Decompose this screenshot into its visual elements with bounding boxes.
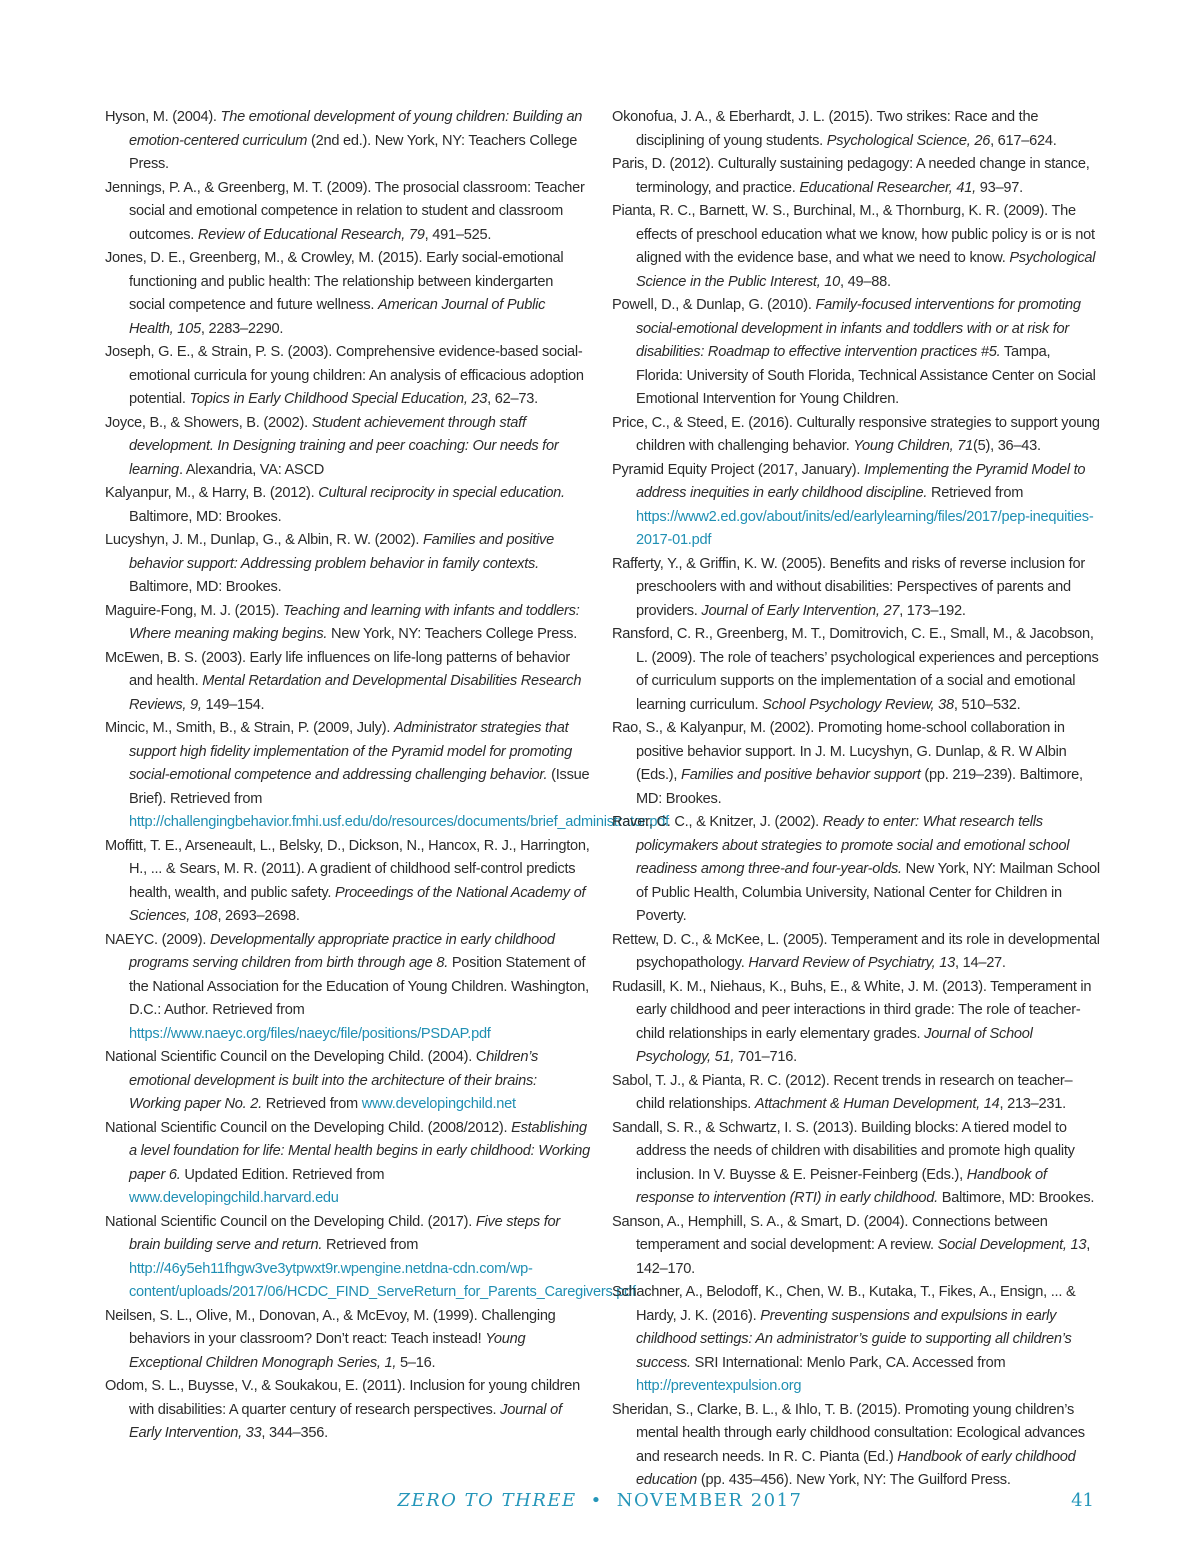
reference-entry xyxy=(105,600,590,647)
reference-entry xyxy=(612,623,1100,717)
reference-text: , 213–231. xyxy=(999,1096,1066,1112)
reference-entry xyxy=(105,482,590,529)
reference-text: Pianta, R. C., Barnett, W. S., Burchinal, M., & Thornburg, K. R. (2009). The effects of preschool education what we know, how public policy is or is not aligned with the evidence base, and what we need to know. xyxy=(612,203,1095,266)
reference-entry xyxy=(105,106,590,177)
reference-text: Sanson, A., Hemphill, S. A., & Smart, D. (2004). Connections between temperament and social development: A review. xyxy=(612,1213,1048,1253)
reference-entry xyxy=(105,247,590,341)
reference-text: Schachner, A., Belodoff, K., Chen, W. B., Kutaka, T., Fikes, A., Ensign, ... & Hardy, J. K. (2016). xyxy=(612,1284,1076,1324)
reference-text: 5–16. xyxy=(396,1354,436,1371)
reference-title: Harvard Review of Psychiatry, 13 xyxy=(748,955,955,971)
reference-text: (5), 36–43. xyxy=(973,438,1041,454)
reference-text: Rao, S., & Kalyanpur, M. (2002). Promoting home-school collaboration in positive behavior support. In J. M. Lucyshyn, G. Dunlap, & R. W Albin (Eds.), xyxy=(612,720,1067,783)
reference-entry xyxy=(105,1117,590,1211)
reference-text: Baltimore, MD: Brookes. xyxy=(129,508,282,525)
footer-publication: ZERO TO THREE xyxy=(397,1490,577,1511)
reference-text: 701–716. xyxy=(734,1049,797,1065)
reference-entry xyxy=(105,177,590,248)
reference-entry xyxy=(612,929,1100,976)
reference-title: Journal of Early Intervention, 27 xyxy=(701,602,900,619)
reference-text: National Scientific Council on the Developing Child. (2004). C xyxy=(105,1049,487,1065)
reference-link[interactable]: www.developingchild.harvard.edu xyxy=(129,1190,339,1206)
references-right-column xyxy=(612,106,1100,1493)
reference-text: Retrieved from xyxy=(261,1096,362,1112)
reference-text: , 142–170. xyxy=(636,1237,1091,1277)
reference-entry xyxy=(612,1211,1100,1282)
reference-text: Lucyshyn, J. M., Dunlap, G., & Albin, R. W. (2002). xyxy=(105,532,423,548)
reference-text: Powell, D., & Dunlap, G. (2010). xyxy=(612,297,816,313)
reference-text: Raver, C. C., & Knitzer, J. (2002). xyxy=(612,814,823,830)
reference-text: Sandall, S. R., & Schwartz, I. S. (2013). Building blocks: A tiered model to address the needs of children with disabilities and promote high quality inclusion. In V. Buysse & E. Peisner-Feinberg (Eds.), xyxy=(612,1119,1075,1183)
reference-title: Young Exceptional Children Monograph Series, 1, xyxy=(129,1331,526,1371)
reference-text: Moffitt, T. E., Arseneault, L., Belsky, D., Dickson, N., Hancox, R. J., Harrington, H., ... & Sears, M. R. (2011). A gradient of childhood self-control predicts health, wealth, and public safety. xyxy=(105,837,590,901)
reference-text: Jennings, P. A., & Greenberg, M. T. (2009). The prosocial classroom: Teacher social and emotional competence in relation to student and classroom outcomes. xyxy=(105,179,585,243)
reference-text: 149–154. xyxy=(201,696,265,713)
reference-title: Proceedings of the National Academy of Sciences, 108 xyxy=(129,884,586,924)
references-left-column xyxy=(105,106,669,1446)
reference-entry xyxy=(612,459,1100,553)
reference-title: Ready to enter: What research tells policymakers about strategies to promote social and emotional school readiness among three-and four-year-olds. xyxy=(636,814,1070,877)
reference-entry xyxy=(612,1070,1100,1117)
reference-text: , 173–192. xyxy=(899,602,966,619)
reference-text: Price, C., & Steed, E. (2016). Culturally responsive strategies to support young children with challenging behavior. xyxy=(612,414,1100,454)
reference-entry xyxy=(105,1211,636,1305)
reference-title: Implementing the Pyramid Model to address inequities in early childhood discipline. xyxy=(636,461,1086,501)
reference-entry xyxy=(612,553,1100,624)
reference-title: Young Children, 71 xyxy=(853,438,973,454)
reference-title: Handbook of response to intervention (RTI) in early childhood. xyxy=(636,1166,1047,1206)
reference-text: Position Statement of the National Association for the Education of Young Children. Washington, D.C.: Author. Retrieved from xyxy=(129,955,589,1018)
reference-text: National Scientific Council on the Developing Child. (2008/2012). xyxy=(105,1119,512,1136)
reference-text: Kalyanpur, M., & Harry, B. (2012). xyxy=(105,485,319,501)
reference-title: Psychological Science, 26 xyxy=(826,132,991,149)
reference-text: Baltimore, MD: Brookes. xyxy=(937,1190,1095,1206)
reference-text: Ransford, C. R., Greenberg, M. T., Domitrovich, C. E., Small, M., & Jacobson, L. (2009). The role of teachers’ psychological experiences and perceptions of curriculum supports on the implementation of a social and emotional learning curriculum. xyxy=(612,626,1099,713)
reference-title: Families and positive behavior support: Addressing problem behavior in family contexts. xyxy=(129,532,554,572)
reference-title: Family-focused interventions for promoting social-emotional development in infants and toddlers with or at risk for disabilities: Roadmap to effective intervention practices #5. xyxy=(636,297,1081,360)
reference-entry xyxy=(105,717,669,835)
reference-text: Paris, D. (2012). Culturally sustaining pedagogy: A needed change in stance, terminology, and practice. xyxy=(612,156,1090,196)
reference-title: Journal of School Psychology, 51, xyxy=(636,1025,1033,1065)
reference-text: , 2693–2698. xyxy=(217,908,300,924)
reference-text: Retrieved from xyxy=(927,485,1024,501)
reference-text: New York, NY: Mailman School of Public Health, Columbia University, National Center for Children in Poverty. xyxy=(636,861,1100,924)
reference-title: Cultural reciprocity in special education. xyxy=(318,485,565,501)
reference-title: School Psychology Review, 38 xyxy=(762,696,954,713)
reference-title: Handbook of early childhood education xyxy=(636,1448,1076,1488)
reference-text: (Issue Brief). Retrieved from xyxy=(129,767,590,807)
reference-entry xyxy=(612,1281,1100,1399)
reference-entry xyxy=(105,1375,590,1446)
reference-text: (pp. 219–239). Baltimore, MD: Brookes. xyxy=(636,767,1083,807)
reference-entry xyxy=(612,1399,1100,1493)
reference-entry xyxy=(612,1117,1100,1211)
reference-text: Odom, S. L., Buysse, V., & Soukakou, E. (2011). Inclusion for young children with disabilities: A quarter century of research perspectives. xyxy=(105,1378,581,1418)
reference-text: Joseph, G. E., & Strain, P. S. (2003). Comprehensive evidence-based social-emotional curricula for young children: An analysis of efficacious adoption potential. xyxy=(105,344,584,407)
reference-title: Educational Researcher, 41, xyxy=(799,179,976,196)
reference-link[interactable]: http://preventexpulsion.org xyxy=(636,1378,802,1394)
reference-text: SRI International: Menlo Park, CA. Accessed from xyxy=(690,1354,1006,1371)
reference-entry xyxy=(612,976,1100,1070)
reference-text: Rafferty, Y., & Griffin, K. W. (2005). Benefits and risks of reverse inclusion for preschoolers with and without disabilities: Perspectives of parents and providers. xyxy=(612,555,1085,619)
reference-title: Mental Retardation and Developmental Disabilities Research Reviews, 9, xyxy=(129,673,582,713)
reference-text: National Scientific Council on the Developing Child. (2017). xyxy=(105,1213,476,1230)
reference-entry xyxy=(612,106,1100,153)
reference-text: Sabol, T. J., & Pianta, R. C. (2012). Recent trends in research on teacher–child relationships. xyxy=(612,1072,1073,1112)
reference-text: New York, NY: Teachers College Press. xyxy=(327,626,578,642)
reference-text: Updated Edition. Retrieved from xyxy=(180,1166,385,1183)
reference-link[interactable]: https://www2.ed.gov/about/inits/ed/earlylearning/files/2017/pep-inequities-2017-01.pdf xyxy=(636,508,1094,548)
reference-text: Pyramid Equity Project (2017, January). xyxy=(612,461,864,478)
reference-text: 93–97. xyxy=(975,179,1023,196)
reference-entry xyxy=(612,294,1100,412)
reference-entry xyxy=(105,835,590,929)
reference-title: Establishing a level foundation for life: Mental health begins in early childhood: Working paper 6. xyxy=(129,1119,591,1183)
reference-text: Mincic, M., Smith, B., & Strain, P. (2009, July). xyxy=(105,720,394,736)
page-footer xyxy=(0,1488,1200,1518)
reference-entry xyxy=(612,811,1100,929)
reference-entry xyxy=(612,153,1100,200)
reference-entry xyxy=(612,412,1100,459)
reference-title: Families and positive behavior support xyxy=(681,767,921,783)
reference-title: Preventing suspensions and expulsions in early childhood settings: An administrator’s guide to supporting all children’s success. xyxy=(636,1307,1072,1371)
reference-title: Administrator strategies that support high fidelity implementation of the Pyramid model for promoting social-emotional competence and addressing challenging behavior. xyxy=(129,720,572,783)
footer-separator-icon: • xyxy=(590,1490,603,1511)
reference-text: , 62–73. xyxy=(487,391,538,407)
reference-text: Neilsen, S. L., Olive, M., Donovan, A., & McEvoy, M. (1999). Challenging behaviors in your classroom? Don’t react: Teach instead! xyxy=(105,1307,556,1347)
footer-issue: NOVEMBER 2017 xyxy=(616,1490,803,1511)
reference-entry xyxy=(612,200,1100,294)
reference-entry xyxy=(105,1046,590,1117)
reference-text: , 14–27. xyxy=(954,955,1006,971)
reference-text: , 491–525. xyxy=(424,226,492,243)
reference-text: , 510–532. xyxy=(953,696,1021,713)
reference-text: (pp. 435–456). New York, NY: The Guilford Press. xyxy=(697,1472,1011,1488)
reference-link[interactable]: http://challengingbehavior.fmhi.usf.edu/do/resources/documents/brief_administrator.pdf xyxy=(129,814,669,830)
reference-title: Teaching and learning with infants and toddlers: Where meaning making begins. xyxy=(129,602,580,642)
reference-entry xyxy=(105,647,590,718)
reference-text: NAEYC. (2009). xyxy=(105,931,210,948)
reference-title: Review of Educational Research, 79 xyxy=(197,226,425,243)
footer-publication-line xyxy=(0,1490,1200,1511)
reference-text: . Alexandria, VA: ASCD xyxy=(178,461,325,478)
reference-text: McEwen, B. S. (2003). Early life influences on life-long patterns of behavior and health. xyxy=(105,649,571,689)
reference-text: Maguire-Fong, M. J. (2015). xyxy=(105,602,283,619)
reference-text: Okonofua, J. A., & Eberhardt, J. L. (2015). Two strikes: Race and the disciplining of young students. xyxy=(612,109,1039,149)
reference-title: Developmentally appropriate practice in early childhood programs serving children from birth through age 8. xyxy=(129,931,555,971)
reference-title: Psychological Science in the Public Interest, 10 xyxy=(636,250,1096,290)
reference-text: , 2283–2290. xyxy=(200,320,284,337)
reference-text: Tampa, Florida: University of South Florida, Technical Assistance Center on Social Emotional Intervention for Young Children. xyxy=(636,344,1096,407)
reference-text: Joyce, B., & Showers, B. (2002). xyxy=(105,414,312,431)
reference-title: American Journal of Public Health, 105 xyxy=(129,297,546,337)
reference-text: , 617–624. xyxy=(990,132,1057,149)
reference-text: Baltimore, MD: Brookes. xyxy=(129,579,282,595)
reference-text: Jones, D. E., Greenberg, M., & Crowley, M. (2015). Early social-emotional functioning and public health: The relationship between kindergarten social competence and future wellness. xyxy=(105,250,564,313)
reference-link[interactable]: http://46y5eh11fhgw3ve3ytpwxt9r.wpengine.netdna-cdn.com/wp-content/uploads/2017/06/HCDC_FIND_ServeReturn_for_Parents_Caregivers.pdf xyxy=(129,1260,636,1300)
reference-title: Attachment & Human Development, 14 xyxy=(754,1096,1000,1112)
reference-link[interactable]: www.developingchild.net xyxy=(361,1096,516,1112)
page-number: 41 xyxy=(1071,1490,1094,1511)
reference-title: Journal of Early Intervention, 33 xyxy=(129,1401,562,1441)
reference-text: Rudasill, K. M., Niehaus, K., Buhs, E., & White, J. M. (2013). Temperament in early childhood and peer interactions in third grade: The role of teacher-child relationships in early elementary grades. xyxy=(612,978,1092,1042)
reference-entry xyxy=(105,529,590,600)
reference-entry xyxy=(105,1305,590,1376)
reference-link[interactable]: https://www.naeyc.org/files/naeyc/file/positions/PSDAP.pdf xyxy=(129,1025,491,1042)
reference-text: , 344–356. xyxy=(261,1425,328,1441)
reference-entry xyxy=(105,929,590,1047)
reference-title: Student achievement through staff development. In Designing training and peer coaching: Our needs for learning xyxy=(129,414,559,478)
reference-text: Retrieved from xyxy=(322,1237,419,1253)
reference-entry xyxy=(105,341,590,412)
reference-title: The emotional development of young children: Building an emotion-centered curriculum xyxy=(129,109,583,149)
reference-title: Topics in Early Childhood Special Education, 23 xyxy=(189,391,488,407)
reference-entry xyxy=(105,412,590,483)
reference-title: Five steps for brain building serve and return. xyxy=(129,1213,560,1253)
reference-title: hildren’s emotional development is built into the architecture of their brains: Working paper No. 2. xyxy=(129,1049,539,1112)
reference-title: Social Development, 13 xyxy=(937,1237,1087,1253)
reference-text: , 49–88. xyxy=(840,273,891,290)
reference-text: Hyson, M. (2004). xyxy=(105,109,221,125)
reference-text: Rettew, D. C., & McKee, L. (2005). Temperament and its role in developmental psychopathology. xyxy=(612,931,1100,971)
reference-text: (2nd ed.). New York, NY: Teachers College Press. xyxy=(129,132,578,172)
reference-text: Sheridan, S., Clarke, B. L., & Ihlo, T. B. (2015). Promoting young children’s mental health through early childhood consultation: Ecological advances and research needs. In R. C. Pianta (Ed.) xyxy=(612,1401,1085,1465)
reference-entry xyxy=(612,717,1100,811)
